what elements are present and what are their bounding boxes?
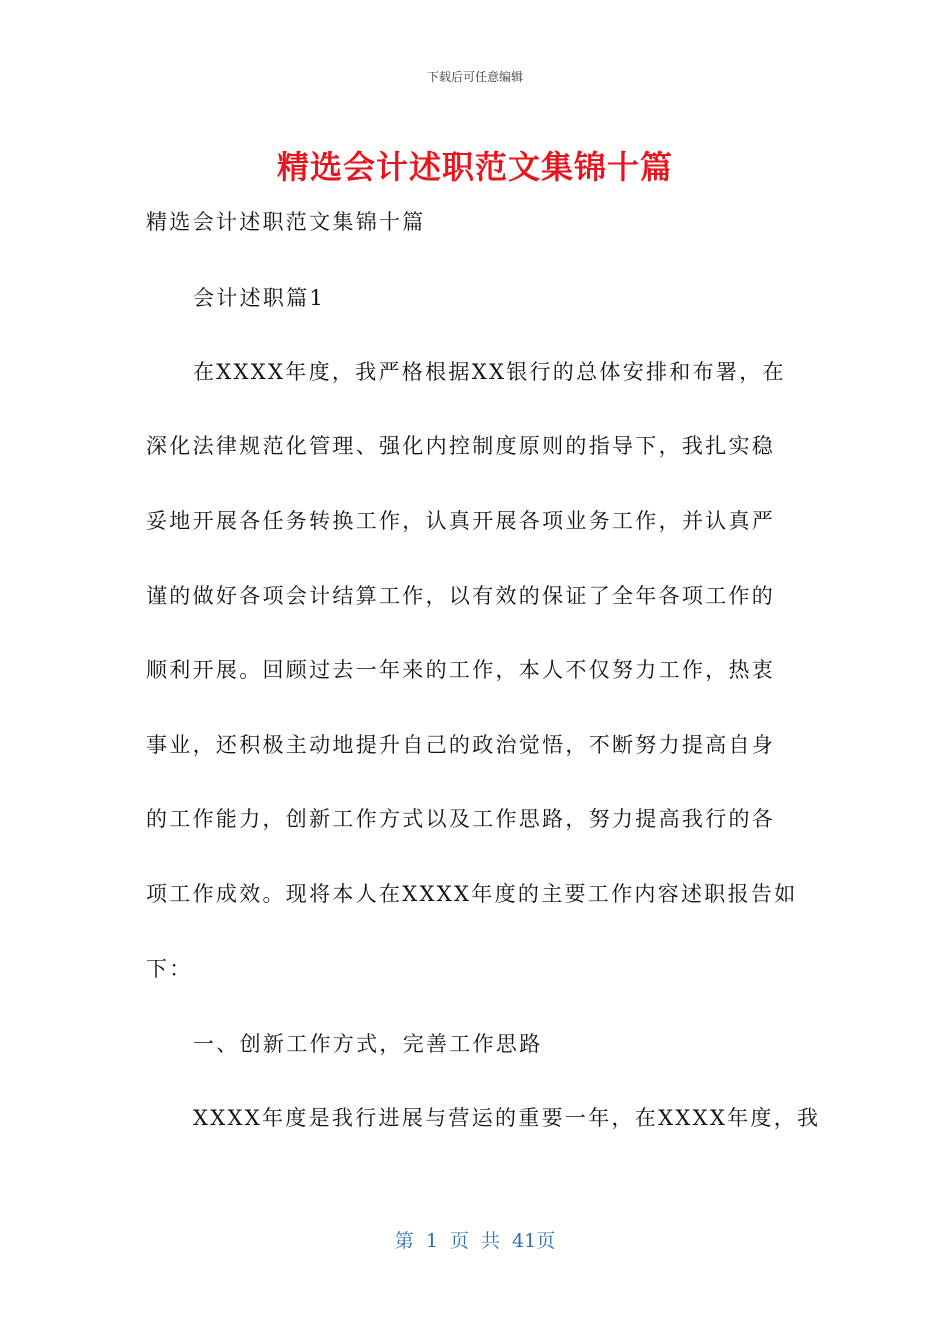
paragraph-line: 谨的做好各项会计结算工作，以有效的保证了全年各项工作的 xyxy=(146,584,776,608)
subtitle-line: 精选会计述职范文集锦十篇 xyxy=(146,210,426,234)
paragraph-line: 事业，还积极主动地提升自己的政治觉悟，不断努力提高自身 xyxy=(146,733,776,757)
subsection-heading: 一、创新工作方式，完善工作思路 xyxy=(193,1032,543,1056)
paragraph-line: 顺利开展。回顾过去一年来的工作，本人不仅努力工作，热衷 xyxy=(146,658,776,682)
header-note: 下载后可任意编辑 xyxy=(426,70,523,84)
paragraph-line: XXXX年度是我行进展与营运的重要一年，在XXXX年度，我 xyxy=(193,1106,821,1130)
paragraph-line: 妥地开展各任务转换工作，认真开展各项业务工作，并认真严 xyxy=(146,509,776,533)
paragraph-line: 的工作能力，创新工作方式以及工作思路，努力提高我行的各 xyxy=(146,807,776,831)
paragraph-line: 在XXXX年度，我严格根据XX银行的总体安排和布署，在 xyxy=(193,360,786,384)
paragraph-line: 下： xyxy=(146,957,193,981)
paragraph-line: 深化法律规范化管理、强化内控制度原则的指导下，我扎实稳 xyxy=(146,434,776,458)
document-title: 精选会计述职范文集锦十篇 xyxy=(276,148,673,186)
page-number-footer: 第 1 页 共 41页 xyxy=(394,1230,556,1252)
paragraph-line: 项工作成效。现将本人在XXXX年度的主要工作内容述职报告如 xyxy=(146,882,798,906)
section-heading: 会计述职篇1 xyxy=(193,286,326,310)
